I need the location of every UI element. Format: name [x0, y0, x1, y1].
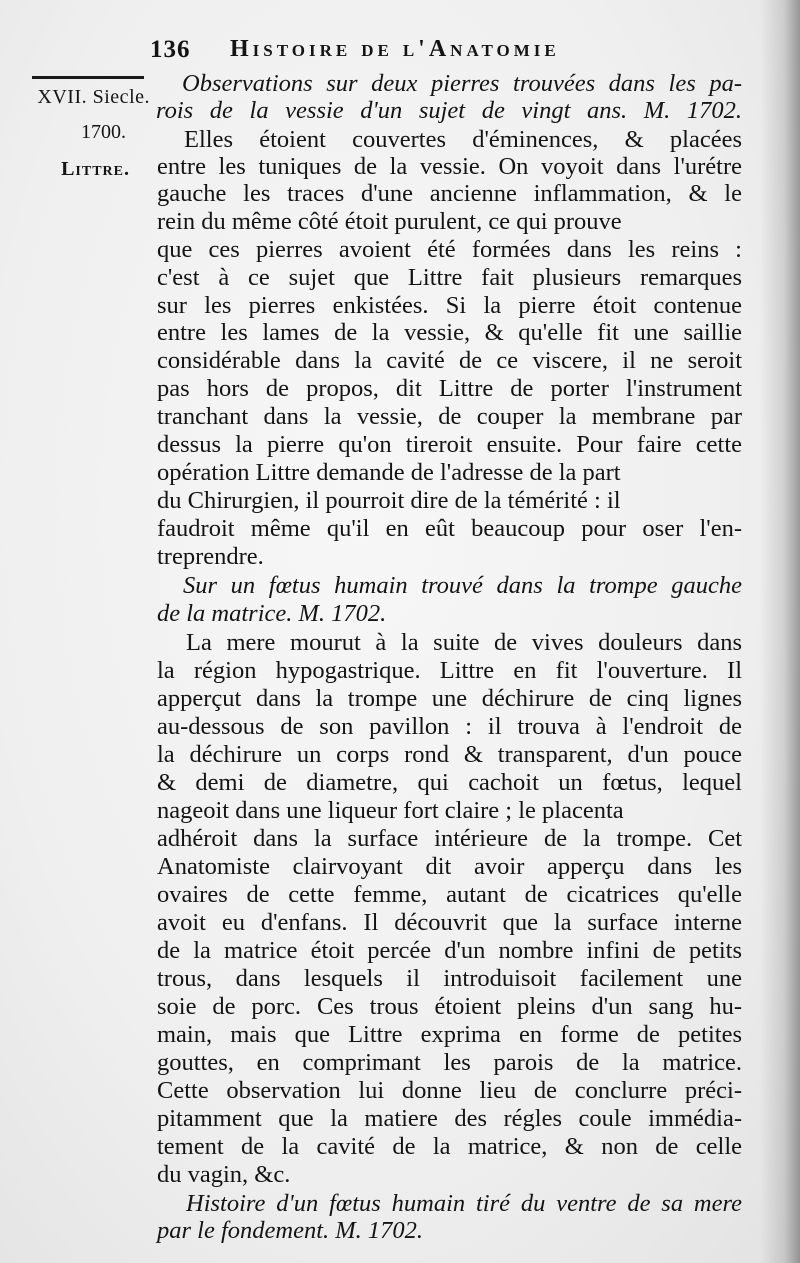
text-line: rein du même côté étoit purulent, ce qui prouve — [157, 208, 622, 235]
margin-century: XVII. Siecle. — [37, 86, 150, 108]
text-line: ovaires de cette femme, autant de cicatrices qu'elle — [157, 881, 742, 908]
text-line: faudroit même qu'il en eût beaucoup pour oser l'en- — [157, 515, 742, 542]
running-title: Histoire de l'Anatomie — [230, 36, 560, 62]
text-line: pas hors de propos, dit Littre de porter l'instrument — [157, 375, 742, 402]
text-line: gauche les traces d'une ancienne inflammation, & le — [157, 180, 742, 207]
page-header — [150, 36, 670, 70]
margin-year: 1700. — [81, 121, 126, 143]
text-line: la région hypogastrique. Littre en fit l'ouverture. Il — [157, 657, 742, 684]
text-line: apperçut dans la trompe une déchirure de cinq lignes — [157, 685, 742, 712]
text-line: nageoit dans une liqueur fort claire ; le placenta — [157, 797, 624, 824]
text-line: Sur un fœtus humain trouvé dans la trompe gauche — [183, 572, 742, 599]
text-line: Cette observation lui donne lieu de conclurre préci- — [157, 1077, 742, 1104]
text-line: adhéroit dans la surface intérieure de la trompe. Cet — [157, 825, 742, 852]
text-line: soie de porc. Ces trous étoient pleins d'un sang hu- — [157, 993, 742, 1020]
text-line: par le fondement. M. 1702. — [157, 1217, 424, 1244]
text-line: gouttes, en comprimant les parois de la matrice. — [157, 1049, 742, 1076]
text-line: entre les lames de la vessie, & qu'elle fit une saillie — [157, 319, 742, 346]
text-line: de la matrice. M. 1702. — [157, 600, 387, 627]
margin-rule — [32, 76, 144, 79]
text-line: Anatomiste clairvoyant dit avoir apperçu dans les — [157, 853, 742, 880]
text-line: c'est à ce sujet que Littre fait plusieurs remarques — [157, 264, 742, 291]
text-line: de la matrice étoit percée d'un nombre infini de petits — [157, 937, 742, 964]
text-line: considérable dans la cavité de ce viscere, il ne seroit — [157, 347, 742, 374]
page-number: 136 — [150, 36, 191, 63]
text-line: trous, dans lesquels il introduisoit facilement une — [157, 965, 742, 992]
text-line: Elles étoient couvertes d'éminences, & placées — [184, 126, 742, 153]
margin-author: Littre. — [61, 158, 130, 180]
text-line: avoit eu d'enfans. Il découvrit que la surface interne — [157, 909, 742, 936]
text-line: treprendre. — [157, 543, 264, 570]
text-line: entre les tuniques de la vessie. On voyoit dans l'urétre — [157, 153, 742, 180]
text-line: au-dessous de son pavillon : il trouva à l'endroit de — [157, 713, 742, 740]
text-line: La mere mourut à la suite de vives douleurs dans — [186, 629, 742, 656]
text-line: Observations sur deux pierres trouvées dans les pa- — [182, 70, 742, 97]
text-line: Histoire d'un fœtus humain tiré du ventre de sa mere — [186, 1190, 742, 1217]
text-line: main, mais que Littre exprima en forme de petites — [157, 1021, 742, 1048]
text-line: opération Littre demande de l'adresse de la part — [157, 459, 621, 486]
text-line: tement de la cavité de la matrice, & non de celle — [157, 1133, 742, 1160]
text-line: la déchirure un corps rond & transparent, d'un pouce — [157, 741, 742, 768]
text-line: dessus la pierre qu'on tireroit ensuite. Pour faire cette — [157, 431, 742, 458]
text-line: & demi de diametre, qui cachoit un fœtus, lequel — [157, 769, 742, 796]
text-line: du Chirurgien, il pourroit dire de la témérité : il — [157, 487, 621, 514]
text-line: sur les pierres enkistées. Si la pierre étoit contenue — [157, 292, 742, 319]
text-line: rois de la vessie d'un sujet de vingt ans. M. 1702. — [156, 97, 742, 124]
page-edge-shadow — [760, 0, 800, 1263]
text-line: du vagin, &c. — [157, 1161, 291, 1188]
text-line: pitamment que la matiere des régles coule immédia- — [157, 1105, 742, 1132]
text-line: tranchant dans la vessie, de couper la membrane par — [157, 403, 742, 430]
text-line: que ces pierres avoient été formées dans les reins : — [157, 236, 742, 263]
